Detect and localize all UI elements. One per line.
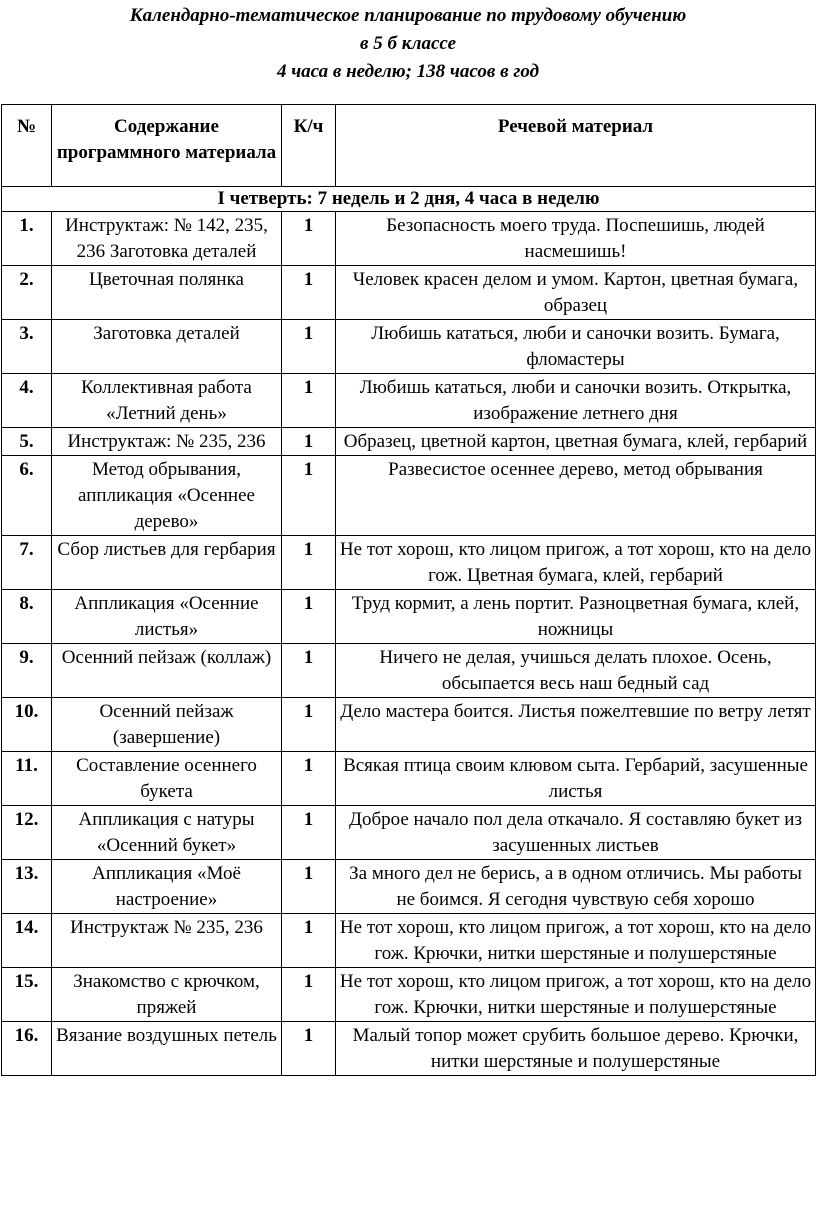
title-line-2: в 5 б классе <box>359 33 457 54</box>
row-number-cell: 15. <box>2 968 52 1022</box>
hours-cell: 1 <box>282 968 336 1022</box>
speech-material-cell: Малый топор может срубить большое дерево. Крючки, нитки шерстяные и полушерстяные <box>336 1022 816 1076</box>
content-cell: Инструктаж: № 235, 236 <box>52 428 282 456</box>
content-cell: Метод обрывания, аппликация «Осеннее дерево» <box>52 456 282 536</box>
hours-cell: 1 <box>282 320 336 374</box>
hours-cell: 1 <box>282 456 336 536</box>
content-cell: Осенний пейзаж (коллаж) <box>52 644 282 698</box>
hours-cell: 1 <box>282 428 336 456</box>
table-row <box>2 752 816 806</box>
row-number-cell: 3. <box>2 320 52 374</box>
speech-material-cell: Развесистое осеннее дерево, метод обрывания <box>336 456 816 536</box>
table-row <box>2 698 816 752</box>
table-row <box>2 266 816 320</box>
row-number-cell: 12. <box>2 806 52 860</box>
table-row <box>2 428 816 456</box>
hours-cell: 1 <box>282 536 336 590</box>
hours-cell: 1 <box>282 590 336 644</box>
table-row <box>2 590 816 644</box>
table-row <box>2 860 816 914</box>
table-row <box>2 914 816 968</box>
content-cell: Аппликация «Моё настроение» <box>52 860 282 914</box>
speech-material-cell: Ничего не делая, учишься делать плохое. Осень, обсыпается весь наш бедный сад <box>336 644 816 698</box>
row-number-cell: 1. <box>2 212 52 266</box>
speech-material-cell: Не тот хорош, кто лицом пригож, а тот хорош, кто на дело гож. Крючки, нитки шерстяные и полушерстяные <box>336 914 816 968</box>
hours-cell: 1 <box>282 860 336 914</box>
hours-cell: 1 <box>282 266 336 320</box>
hours-cell: 1 <box>282 644 336 698</box>
table-row <box>2 644 816 698</box>
speech-material-cell: Труд кормит, а лень портит. Разноцветная бумага, клей, ножницы <box>336 590 816 644</box>
hours-cell: 1 <box>282 1022 336 1076</box>
speech-material-cell: Не тот хорош, кто лицом пригож, а тот хорош, кто на дело гож. Цветная бумага, клей, гербарий <box>336 536 816 590</box>
header-content: Содержание программного материала <box>52 105 282 187</box>
speech-material-cell: Человек красен делом и умом. Картон, цветная бумага, образец <box>336 266 816 320</box>
table-row <box>2 1022 816 1076</box>
row-number-cell: 16. <box>2 1022 52 1076</box>
row-number-cell: 9. <box>2 644 52 698</box>
table-row <box>2 374 816 428</box>
quarter-label: I четверть: 7 недель и 2 дня, 4 часа в неделю <box>2 187 816 212</box>
content-cell: Цветочная полянка <box>52 266 282 320</box>
content-cell: Аппликация «Осенние листья» <box>52 590 282 644</box>
content-cell: Заготовка деталей <box>52 320 282 374</box>
table-row <box>2 456 816 536</box>
row-number-cell: 14. <box>2 914 52 968</box>
speech-material-cell: Всякая птица своим клювом сыта. Гербарий, засушенные листья <box>336 752 816 806</box>
content-cell: Инструктаж: № 142, 235, 236 Заготовка деталей <box>52 212 282 266</box>
row-number-cell: 8. <box>2 590 52 644</box>
table-row <box>2 806 816 860</box>
table-row <box>2 536 816 590</box>
quarter-row <box>2 187 816 212</box>
content-cell: Составление осеннего букета <box>52 752 282 806</box>
speech-material-cell: Дело мастера боится. Листья пожелтевшие по ветру летят <box>336 698 816 752</box>
speech-material-cell: Образец, цветной картон, цветная бумага, клей, гербарий <box>336 428 816 456</box>
planning-table <box>1 104 816 1076</box>
hours-cell: 1 <box>282 698 336 752</box>
content-cell: Знакомство с крючком, пряжей <box>52 968 282 1022</box>
title-line-3: 4 часа в неделю; 138 часов в год <box>276 61 540 82</box>
speech-material-cell: Любишь кататься, люби и саночки возить. Бумага, фломастеры <box>336 320 816 374</box>
row-number-cell: 4. <box>2 374 52 428</box>
speech-material-cell: Не тот хорош, кто лицом пригож, а тот хорош, кто на дело гож. Крючки, нитки шерстяные и полушерстяные <box>336 968 816 1022</box>
table-row <box>2 968 816 1022</box>
content-cell: Осенний пейзаж (завершение) <box>52 698 282 752</box>
speech-material-cell: За много дел не берись, а в одном отличись. Мы работы не боимся. Я сегодня чувствую себя хорошо <box>336 860 816 914</box>
row-number-cell: 7. <box>2 536 52 590</box>
speech-material-cell: Доброе начало пол дела откачало. Я составляю букет из засушенных листьев <box>336 806 816 860</box>
hours-cell: 1 <box>282 752 336 806</box>
table-row <box>2 320 816 374</box>
header-hours: К/ч <box>282 105 336 187</box>
title-line-1: Календарно-тематическое планирование по трудовому обучению <box>129 5 687 26</box>
hours-cell: 1 <box>282 914 336 968</box>
hours-cell: 1 <box>282 806 336 860</box>
content-cell: Коллективная работа «Летний день» <box>52 374 282 428</box>
header-speech-material: Речевой материал <box>336 105 816 187</box>
row-number-cell: 6. <box>2 456 52 536</box>
row-number-cell: 13. <box>2 860 52 914</box>
content-cell: Вязание воздушных петель <box>52 1022 282 1076</box>
speech-material-cell: Любишь кататься, люби и саночки возить. Открытка, изображение летнего дня <box>336 374 816 428</box>
row-number-cell: 5. <box>2 428 52 456</box>
speech-material-cell: Безопасность моего труда. Поспешишь, людей насмешишь! <box>336 212 816 266</box>
row-number-cell: 11. <box>2 752 52 806</box>
content-cell: Инструктаж № 235, 236 <box>52 914 282 968</box>
content-cell: Сбор листьев для гербария <box>52 536 282 590</box>
document-title <box>0 2 816 86</box>
header-number: № <box>2 105 52 187</box>
row-number-cell: 10. <box>2 698 52 752</box>
content-cell: Аппликация с натуры «Осенний букет» <box>52 806 282 860</box>
hours-cell: 1 <box>282 374 336 428</box>
hours-cell: 1 <box>282 212 336 266</box>
table-row <box>2 212 816 266</box>
row-number-cell: 2. <box>2 266 52 320</box>
table-header-row <box>2 105 816 187</box>
